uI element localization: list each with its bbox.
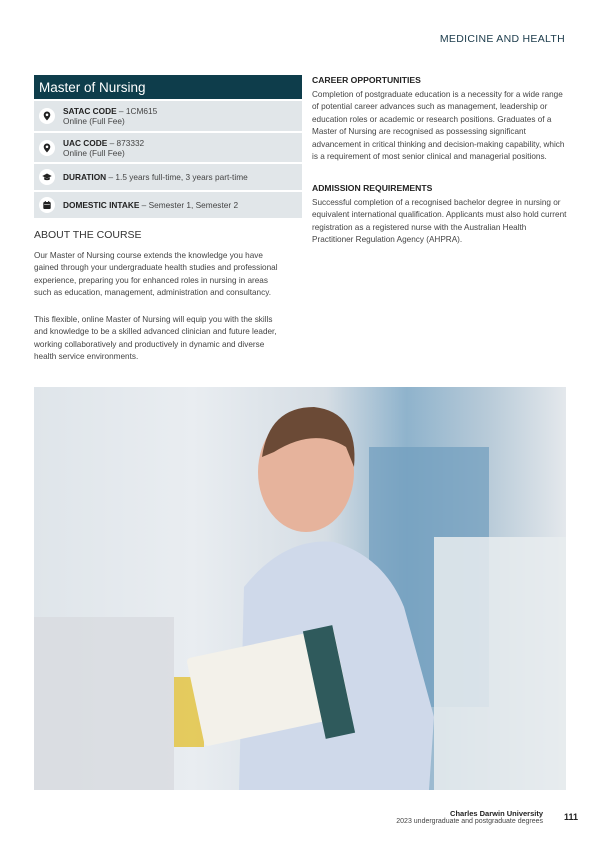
row-sub: Online (Full Fee) (63, 116, 125, 126)
admission-paragraph: Successful completion of a recognised bachelor degree in nursing or equivalent international qualification. Applicants must also hold current registration as a registered nurse with the Australian Health Practitioner Regulation Agency (AHPRA). (312, 198, 567, 245)
duration-row (34, 164, 302, 190)
row-label: DOMESTIC INTAKE (63, 200, 140, 210)
row-value: – 873332 (107, 137, 145, 148)
career-paragraph: Completion of postgraduate education is a necessity for a wide range of potential career advances such as management, leadership or education roles or academic or research positions. Graduates of a Master of Nursing are recognised as possessing significant advancement in critical thinking and decision-making capability, which is a requirement of most senior clinical and managerial positions. (312, 90, 565, 162)
intake-row (34, 192, 302, 218)
row-label: SATAC CODE (63, 106, 117, 116)
row-value: – 1CM615 (116, 106, 158, 116)
course-info-card (34, 75, 302, 218)
nurse-photo (34, 387, 566, 790)
about-paragraph-2: This flexible, online Master of Nursing will equip you with the skills and knowledge to be a skilled advanced clinician and future leader, working collaboratively and productively in dynamic and diverse health service environments. (34, 315, 277, 362)
row-label: DURATION (63, 172, 107, 182)
career-heading: CAREER OPPORTUNITIES (312, 75, 421, 85)
about-paragraph-1: Our Master of Nursing course extends the knowledge you have gained through your undergraduate health studies and professional experience, preparing you for enhanced roles in nursing in areas such as education, management, administration and consultancy. (34, 251, 278, 298)
location-pin-icon (39, 108, 55, 124)
calendar-icon (39, 197, 55, 213)
section-label: MEDICINE AND HEALTH (439, 33, 565, 45)
admission-heading: ADMISSION REQUIREMENTS (312, 183, 433, 193)
footer-university: Charles Darwin University (450, 809, 543, 818)
satac-code-row (34, 101, 302, 131)
uac-code-row (34, 133, 302, 162)
row-sub: Online (Full Fee) (63, 147, 125, 158)
graduation-cap-icon (39, 169, 55, 185)
course-title: Master of Nursing (34, 75, 302, 99)
row-value: – Semester 1, Semester 2 (139, 200, 239, 210)
footer-subtitle: 2023 undergraduate and postgraduate degrees (396, 818, 543, 825)
row-label: UAC CODE (63, 137, 108, 148)
about-heading: ABOUT THE COURSE (34, 229, 142, 241)
location-pin-icon (39, 140, 55, 156)
page-number: 111 (563, 812, 578, 822)
row-value: – 1.5 years full-time, 3 years part-time (106, 172, 248, 182)
